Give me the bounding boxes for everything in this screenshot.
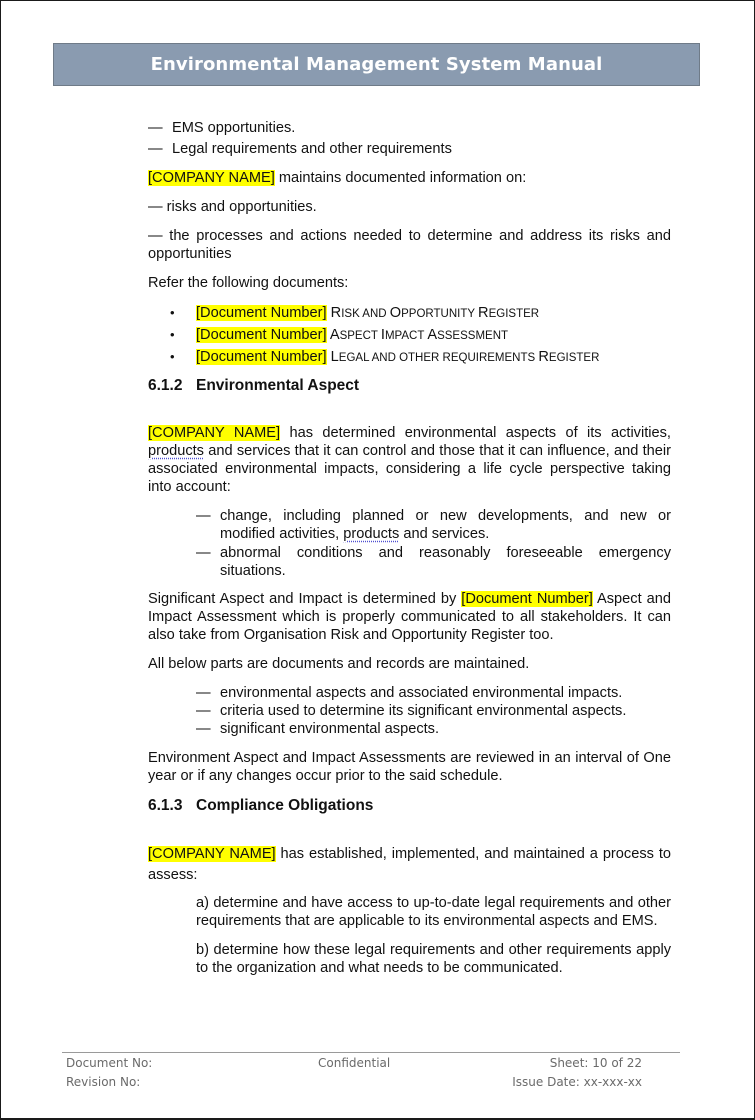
footer-divider bbox=[62, 1052, 680, 1053]
paragraph-text: and services that it can control and those that it can influence, and their associated environmental impacts, considering a life cycle perspective taking into account: bbox=[148, 443, 671, 495]
dash-glyph: — bbox=[196, 545, 211, 561]
dash-glyph: — bbox=[196, 508, 211, 524]
paragraph-text: maintains documented information on: bbox=[274, 170, 527, 186]
record-item bbox=[196, 684, 671, 702]
paragraph-text: Aspect and Impact Assessment which is properly communicated to all stakeholders. It can also take from Organisation Risk and Opportunity Register too. bbox=[148, 591, 671, 643]
record-item-text: significant environmental aspects. bbox=[220, 721, 440, 737]
company-name-placeholder: [COMPANY NAME] bbox=[148, 425, 281, 441]
dash-item bbox=[148, 119, 295, 137]
footer-revision-no: Revision No: bbox=[66, 1075, 141, 1089]
risk-line: — risks and opportunities. bbox=[148, 199, 317, 215]
document-number-placeholder: [Document Number] bbox=[196, 349, 327, 365]
compliance-item-b: b) determine how these legal requirements and other requirements apply to the organization and what needs to be communicated. bbox=[196, 942, 671, 976]
record-item bbox=[196, 720, 671, 738]
aspect-paragraph bbox=[148, 424, 671, 496]
section-heading-6-1-2 bbox=[148, 377, 359, 395]
significant-paragraph bbox=[148, 590, 671, 644]
document-title: ASPECT IMPACT ASSESSMENT bbox=[329, 327, 509, 343]
footer-sheet: Sheet: 10 of 22 bbox=[549, 1056, 642, 1070]
section-title: Environmental Aspect bbox=[196, 377, 360, 394]
compliance-item-a: a) determine and have access to up-to-date legal requirements and other requirements that are applicable to its environmental aspects and EMS. bbox=[196, 895, 671, 929]
bullet-icon: • bbox=[170, 327, 175, 342]
dash-item-text: EMS opportunities. bbox=[172, 120, 296, 136]
section-number: 6.1.3 bbox=[148, 797, 183, 814]
section-title: Compliance Obligations bbox=[196, 797, 374, 814]
spellcheck-word: products bbox=[343, 526, 400, 542]
document-title: Environmental Management System Manual bbox=[150, 54, 603, 75]
footer-confidential: Confidential bbox=[318, 1056, 391, 1070]
dash-glyph: — bbox=[148, 120, 163, 136]
record-item-text: criteria used to determine its significant environmental aspects. bbox=[220, 703, 627, 719]
compliance-paragraph bbox=[148, 844, 671, 886]
dash-item-text: Legal requirements and other requirements bbox=[172, 141, 452, 157]
record-item bbox=[196, 702, 671, 720]
bullet-icon: • bbox=[170, 349, 175, 364]
dash-glyph: — bbox=[196, 721, 211, 737]
maintains-paragraph bbox=[148, 169, 671, 187]
dash-glyph: — bbox=[148, 141, 163, 157]
section-heading-6-1-3 bbox=[148, 797, 373, 815]
aspect-item bbox=[196, 507, 671, 543]
spellcheck-word: products bbox=[148, 443, 204, 459]
dash-item bbox=[148, 140, 452, 158]
refer-text: Refer the following documents: bbox=[148, 275, 349, 291]
text: change, including planned or new developments, and new or modified activities, bbox=[220, 508, 671, 542]
document-number-placeholder: [Document Number] bbox=[196, 305, 327, 321]
document-list-item bbox=[170, 304, 539, 323]
footer-issue-date: Issue Date: xx-xxx-xx bbox=[512, 1075, 642, 1089]
document-title: LEGAL AND OTHER REQUIREMENTS REGISTER bbox=[330, 349, 600, 365]
review-paragraph: Environment Aspect and Impact Assessments are reviewed in an interval of One year or if any changes occur prior to the said schedule. bbox=[148, 750, 671, 784]
paragraph-text: Significant Aspect and Impact is determined by bbox=[148, 591, 462, 607]
records-intro: All below parts are documents and records are maintained. bbox=[148, 656, 530, 672]
company-name-placeholder: [COMPANY NAME] bbox=[148, 846, 276, 862]
footer-document-no: Document No: bbox=[66, 1056, 153, 1070]
record-item-text: environmental aspects and associated environmental impacts. bbox=[220, 685, 623, 701]
document-list-item bbox=[170, 348, 599, 367]
aspect-item-text bbox=[220, 507, 671, 543]
text: and services. bbox=[399, 526, 490, 542]
document-number-placeholder: [Document Number] bbox=[461, 591, 593, 607]
header-banner bbox=[53, 43, 700, 86]
paragraph-text: has established, implemented, and maintained a process to assess: bbox=[148, 846, 671, 883]
document-list-item bbox=[170, 326, 508, 345]
process-line: — the processes and actions needed to determine and address its risks and opportunities bbox=[148, 228, 671, 262]
dash-glyph: — bbox=[196, 703, 211, 719]
company-name-placeholder: [COMPANY NAME] bbox=[148, 170, 275, 186]
bullet-icon: • bbox=[170, 305, 175, 320]
paragraph-text: has determined environmental aspects of its activities, bbox=[280, 425, 671, 441]
section-number: 6.1.2 bbox=[148, 377, 183, 394]
aspect-item bbox=[196, 544, 671, 580]
document-title: RISK AND OPPORTUNITY REGISTER bbox=[330, 305, 540, 321]
dash-glyph: — bbox=[196, 685, 211, 701]
aspect-item-text: abnormal conditions and reasonably foreseeable emergency situations. bbox=[220, 545, 671, 579]
document-number-placeholder: [Document Number] bbox=[196, 327, 327, 343]
